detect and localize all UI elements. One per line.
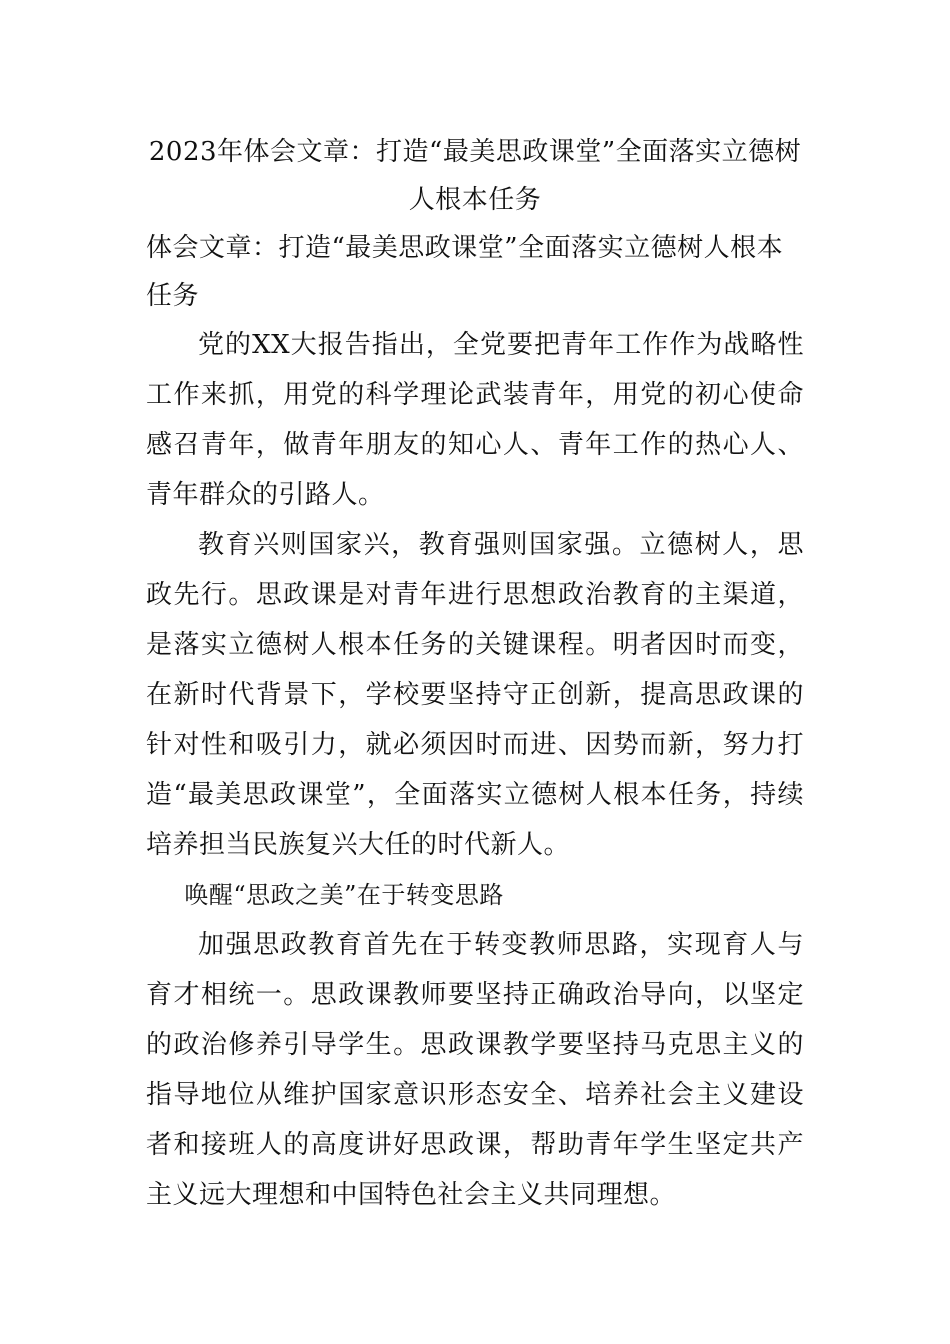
paragraph-1: 党的XX大报告指出，全党要把青年工作作为战略性工作来抓，用党的科学理论武装青年，用党的初心使命感召青年，做青年朋友的知心人、青年工作的热心人、青年群众的引路人。: [146, 330, 804, 510]
document-subtitle: 体会文章：打造“最美思政课堂”全面落实立德树人根本任务: [146, 233, 784, 311]
section-paragraph-1: 加强思政教育首先在于转变教师思路，实现育人与育才相统一。思政课教师要坚持正确政治导向，以坚定的政治修养引导学生。思政课教学要坚持马克思主义的指导地位从维护国家意识形态安全、培养社会主义建设者和接班人的高度讲好思政课，帮助青年学生坚定共产主义远大理想和中国特色社会主义共同理想。: [146, 930, 804, 1210]
document-body: [146, 128, 804, 1220]
document-title: 2023年体会文章：打造“最美思政课堂”全面落实立德树人根本任务: [148, 137, 802, 215]
section-heading: 唤醒“思政之美”在于转变思路: [184, 881, 504, 909]
paragraph-2: 教育兴则国家兴，教育强则国家强。立德树人，思政先行。思政课是对青年进行思想政治教育的主渠道，是落实立德树人根本任务的关键课程。明者因时而变，在新时代背景下，学校要坚持守正创新，提高思政课的针对性和吸引力，就必须因时而进、因势而新，努力打造“最美思政课堂”，全面落实立德树人根本任务，持续培养担当民族复兴大任的时代新人。: [146, 530, 804, 860]
